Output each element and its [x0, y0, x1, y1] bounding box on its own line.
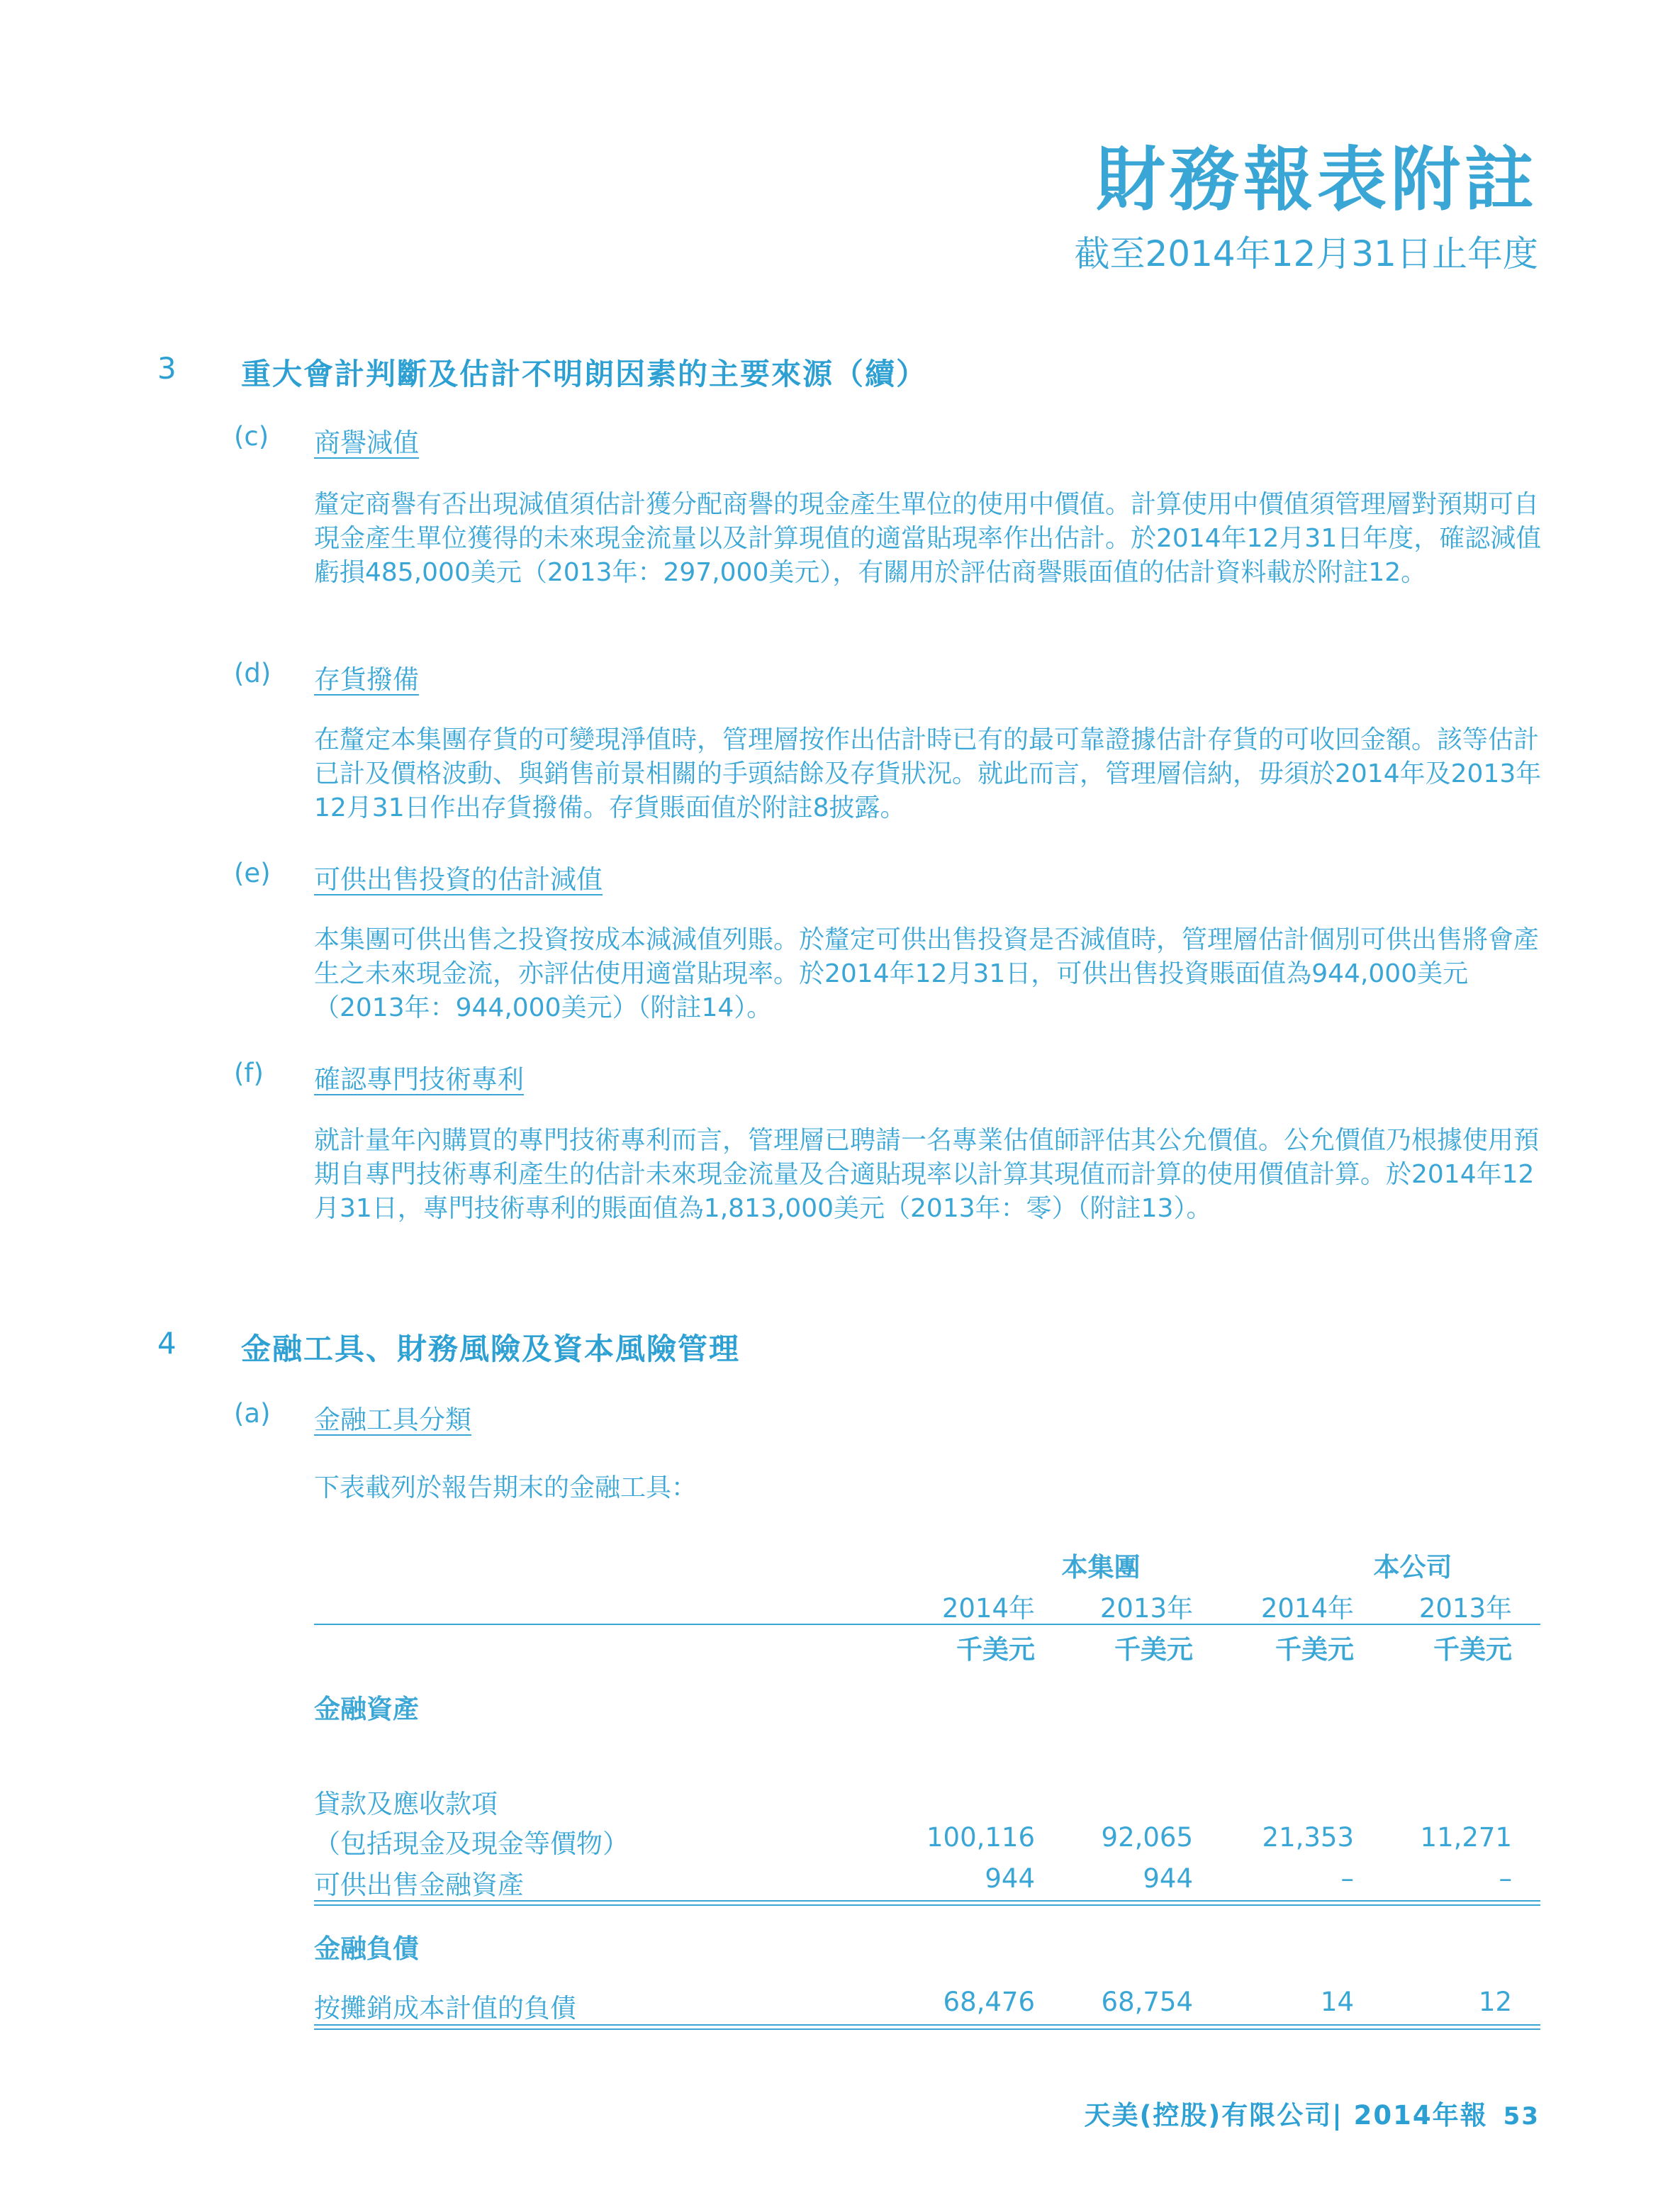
- year-cell: 2013年: [1418, 1593, 1512, 1624]
- value-cell: 944: [1143, 1863, 1193, 1894]
- unit-cell: 千美元: [1433, 1634, 1512, 1665]
- total-rule: [314, 2024, 1540, 2030]
- row-label: 可供出售金融資產: [314, 1870, 524, 1900]
- unit-cell: 千美元: [956, 1634, 1035, 1665]
- section-number: 3: [157, 351, 177, 386]
- subsection-title: 商譽減值: [314, 428, 419, 458]
- value-cell: –: [1499, 1863, 1512, 1894]
- year-cell: 2014年: [941, 1593, 1035, 1624]
- unit-cell: 千美元: [1275, 1634, 1354, 1665]
- row-label: （包括現金及現金等價物）: [314, 1829, 629, 1859]
- page-number: 53: [1503, 2102, 1540, 2131]
- liabilities-heading-row: [314, 1927, 1540, 1963]
- section-number: 4: [157, 1326, 177, 1361]
- assets-heading-row: [314, 1687, 1540, 1723]
- value-cell: 68,476: [943, 1987, 1035, 2017]
- group-header-group: 本集團: [1061, 1552, 1141, 1583]
- value-cell: 11,271: [1420, 1822, 1512, 1853]
- subsection-title: 金融工具分類: [314, 1405, 471, 1435]
- year-header-row: [314, 1587, 1540, 1622]
- subsection-letter: (d): [234, 658, 271, 688]
- subsection-letter: (a): [234, 1398, 271, 1429]
- table-row: [314, 1782, 1540, 1818]
- value-cell: 12: [1478, 1987, 1512, 2017]
- table-row: [314, 1987, 1540, 2022]
- unit-header-row: [314, 1628, 1540, 1663]
- value-cell: 944: [985, 1863, 1035, 1894]
- total-rule: [314, 1900, 1540, 1906]
- value-cell: 100,116: [926, 1822, 1035, 1853]
- subsection-letter: (e): [234, 858, 271, 888]
- unit-cell: 千美元: [1114, 1634, 1193, 1665]
- subsection-f-paragraph: 就計量年內購買的專門技術專利而言，管理層已聘請一名專業估值師評估其公允價值。公允價值乃根據使用預期自專門技術專利產生的估計未來現金流量及合適貼現率以計算其現值而計算的使用價值計算。於2014年12月31日，專門技術專利的賬面值為1,813,000美元（2013年：零）（附註13）。: [314, 1126, 1540, 1223]
- table-row: [314, 1822, 1540, 1858]
- footer-text: 天美(控股)有限公司| 2014年報: [1084, 2100, 1488, 2131]
- header-rule: [314, 1624, 1540, 1625]
- subsection-c-paragraph: 釐定商譽有否出現減值須估計獲分配商譽的現金產生單位的使用中價值。計算使用中價值須管理層對預期可自現金產生單位獲得的未來現金流量以及計算現值的適當貼現率作出估計。於2014年12月31日年度，確認減值虧損485,000美元（2013年：297,000美元），有關用於評估商譽賬面值的估計資料載於附註12。: [314, 490, 1542, 587]
- subsection-e-paragraph: 本集團可供出售之投資按成本減減值列賬。於釐定可供出售投資是否減值時，管理層估計個別可供出售將會產生之未來現金流，亦評估使用適當貼現率。於2014年12月31日，可供出售投資賬面值為944,000美元（2013年：944,000美元）（附註14）。: [314, 925, 1540, 1022]
- year-cell: 2013年: [1099, 1593, 1193, 1624]
- year-cell: 2014年: [1260, 1593, 1354, 1624]
- table-intro: 下表載列於報告期末的金融工具：: [314, 1473, 698, 1502]
- value-cell: –: [1340, 1863, 1354, 1894]
- page-subtitle: 截至2014年12月31日止年度: [1074, 233, 1538, 274]
- value-cell: 21,353: [1262, 1822, 1354, 1853]
- row-label: 按攤銷成本計值的負債: [314, 1993, 576, 2024]
- subsection-letter: (f): [234, 1058, 264, 1088]
- subsection-title: 確認專門技術專利: [314, 1064, 524, 1095]
- assets-heading: 金融資產: [314, 1694, 419, 1724]
- value-cell: 14: [1320, 1987, 1354, 2017]
- subsection-letter: (c): [234, 421, 269, 452]
- page-footer: [1084, 2094, 1540, 2132]
- table-row: [314, 1863, 1540, 1899]
- value-cell: 92,065: [1101, 1822, 1193, 1853]
- liabilities-heading: 金融負債: [314, 1933, 419, 1964]
- row-label: 貸款及應收款項: [314, 1789, 498, 1819]
- group-header-company: 本公司: [1373, 1552, 1452, 1583]
- section-title: 重大會計判斷及估計不明朗因素的主要來源（續）: [241, 357, 928, 391]
- subsection-title: 可供出售投資的估計減值: [314, 864, 603, 895]
- subsection-title: 存貨撥備: [314, 664, 419, 695]
- subsection-d-paragraph: 在釐定本集團存貨的可變現淨值時，管理層按作出估計時已有的最可靠證據估計存貨的可收回金額。該等估計已計及價格波動、與銷售前景相關的手頭結餘及存貨狀況。就此而言，管理層信納，毋須於2014年及2013年12月31日作出存貨撥備。存貨賬面值於附註8披露。: [314, 725, 1542, 822]
- page-title: 財務報表附註: [1095, 140, 1538, 221]
- section-title: 金融工具、財務風險及資本風險管理: [241, 1332, 741, 1366]
- value-cell: 68,754: [1101, 1987, 1193, 2017]
